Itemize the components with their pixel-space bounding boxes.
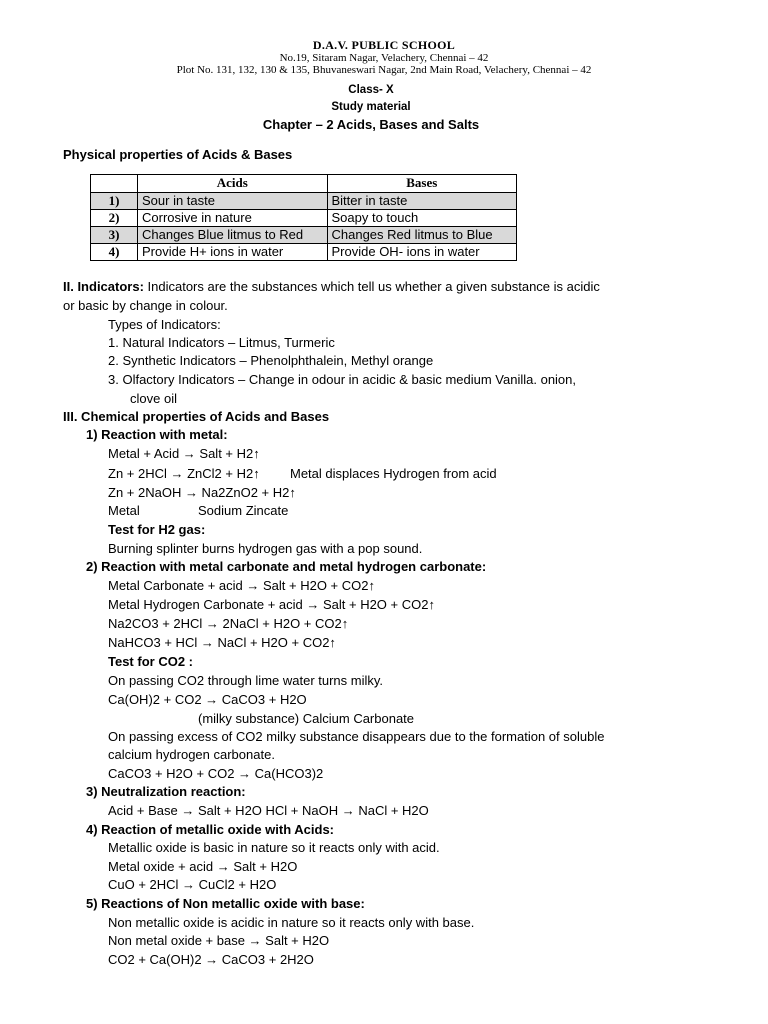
list-item-cont: clove oil	[130, 391, 177, 406]
reaction-line: Metal Carbonate + acid → Salt + H2O + CO2↑	[108, 578, 375, 593]
test-heading: Test for H2 gas:	[108, 522, 206, 537]
reaction-line: Zn + 2HCl → ZnCl2 + H2↑	[108, 466, 260, 481]
reaction-note: Metal displaces Hydrogen from acid	[290, 466, 497, 481]
table-header-num	[91, 175, 138, 193]
acid-property: Changes Blue litmus to Red	[138, 227, 328, 244]
reaction-label: (milky substance) Calcium Carbonate	[198, 711, 415, 726]
acid-property: Sour in taste	[138, 193, 328, 210]
indicators-text: Indicators are the substances which tell us whether a given substance is acidic	[143, 279, 600, 294]
class-label: Class- X	[348, 84, 394, 96]
row-number: 3)	[91, 227, 138, 244]
base-property: Provide OH- ions in water	[327, 244, 517, 261]
table-header-bases: Bases	[327, 175, 517, 193]
base-property: Bitter in taste	[327, 193, 517, 210]
test-text: calcium hydrogen carbonate.	[108, 747, 275, 762]
base-property: Changes Red litmus to Blue	[327, 227, 517, 244]
test-text: Burning splinter burns hydrogen gas with a pop sound.	[108, 541, 423, 556]
material-label: Study material	[331, 101, 411, 113]
reaction-line: Metallic oxide is basic in nature so it reacts only with acid.	[108, 840, 440, 855]
table-header-acids: Acids	[138, 175, 328, 193]
table-row	[91, 227, 517, 244]
acid-property: Provide H+ ions in water	[138, 244, 328, 261]
reaction-label: Metal	[108, 503, 140, 518]
physical-properties-heading: Physical properties of Acids & Bases	[63, 147, 293, 162]
reaction-line: Acid + Base → Salt + H2O HCl + NaOH → NaCl + H2O	[108, 803, 429, 818]
reaction-line: Metal oxide + acid → Salt + H2O	[108, 859, 298, 874]
test-heading: Test for CO2 :	[108, 654, 193, 669]
test-text: On passing CO2 through lime water turns milky.	[108, 673, 384, 688]
indicators-label: II. Indicators:	[63, 279, 144, 294]
row-number: 1)	[91, 193, 138, 210]
reaction-line: Metal Hydrogen Carbonate + acid → Salt + H2O + CO2↑	[108, 597, 435, 612]
reaction-5-title: 5) Reactions of Non metallic oxide with base:	[86, 896, 365, 911]
row-number: 4)	[91, 244, 138, 261]
acid-property: Corrosive in nature	[138, 210, 328, 227]
reaction-line: Non metal oxide + base → Salt + H2O	[108, 933, 330, 948]
reaction-1-title: 1) Reaction with metal:	[86, 427, 228, 442]
indicators-definition-cont: or basic by change in colour.	[63, 298, 228, 313]
chapter-title: Chapter – 2 Acids, Bases and Salts	[262, 117, 480, 132]
reaction-4-title: 4) Reaction of metallic oxide with Acids:	[86, 822, 335, 837]
school-name: D.A.V. PUBLIC SCHOOL	[312, 38, 456, 52]
table-row	[91, 210, 517, 227]
table-header-row	[91, 175, 517, 193]
reaction-line: Zn + 2NaOH → Na2ZnO2 + H2↑	[108, 485, 296, 500]
acids-bases-table	[90, 174, 517, 261]
indicator-types-title: Types of Indicators:	[108, 317, 221, 332]
reaction-line: Metal + Acid → Salt + H2↑	[108, 446, 260, 461]
reaction-line: CO2 + Ca(OH)2 → CaCO3 + 2H2O	[108, 952, 314, 967]
table-row	[91, 244, 517, 261]
reaction-line: NaHCO3 + HCl → NaCl + H2O + CO2↑	[108, 635, 336, 650]
list-item: 3. Olfactory Indicators – Change in odour in acidic & basic medium Vanilla. onion,	[108, 372, 577, 387]
indicators-definition	[63, 278, 600, 295]
reaction-line: Na2CO3 + 2HCl → 2NaCl + H2O + CO2↑	[108, 616, 349, 631]
school-address-line1: No.19, Sitaram Nagar, Velachery, Chennai – 42	[279, 52, 489, 64]
reaction-line: CuO + 2HCl → CuCl2 + H2O	[108, 877, 277, 892]
reaction-line: Non metallic oxide is acidic in nature so it reacts only with base.	[108, 915, 475, 930]
reaction-line: CaCO3 + H2O + CO2 → Ca(HCO3)2	[108, 766, 324, 781]
row-number: 2)	[91, 210, 138, 227]
table-row	[91, 193, 517, 210]
school-address-line2: Plot No. 131, 132, 130 & 135, Bhuvaneswari Nagar, 2nd Main Road, Velachery, Chennai – 42	[176, 64, 592, 76]
list-item: 2. Synthetic Indicators – Phenolphthalein, Methyl orange	[108, 353, 434, 368]
reaction-label: Sodium Zincate	[198, 503, 289, 518]
reaction-2-title: 2) Reaction with metal carbonate and metal hydrogen carbonate:	[86, 559, 487, 574]
base-property: Soapy to touch	[327, 210, 517, 227]
reaction-line: Ca(OH)2 + CO2 → CaCO3 + H2O	[108, 692, 307, 707]
reaction-3-title: 3) Neutralization reaction:	[86, 784, 246, 799]
chemical-properties-heading: III. Chemical properties of Acids and Bases	[63, 409, 330, 424]
test-text: On passing excess of CO2 milky substance disappears due to the formation of soluble	[108, 729, 605, 744]
list-item: 1. Natural Indicators – Litmus, Turmeric	[108, 335, 335, 350]
